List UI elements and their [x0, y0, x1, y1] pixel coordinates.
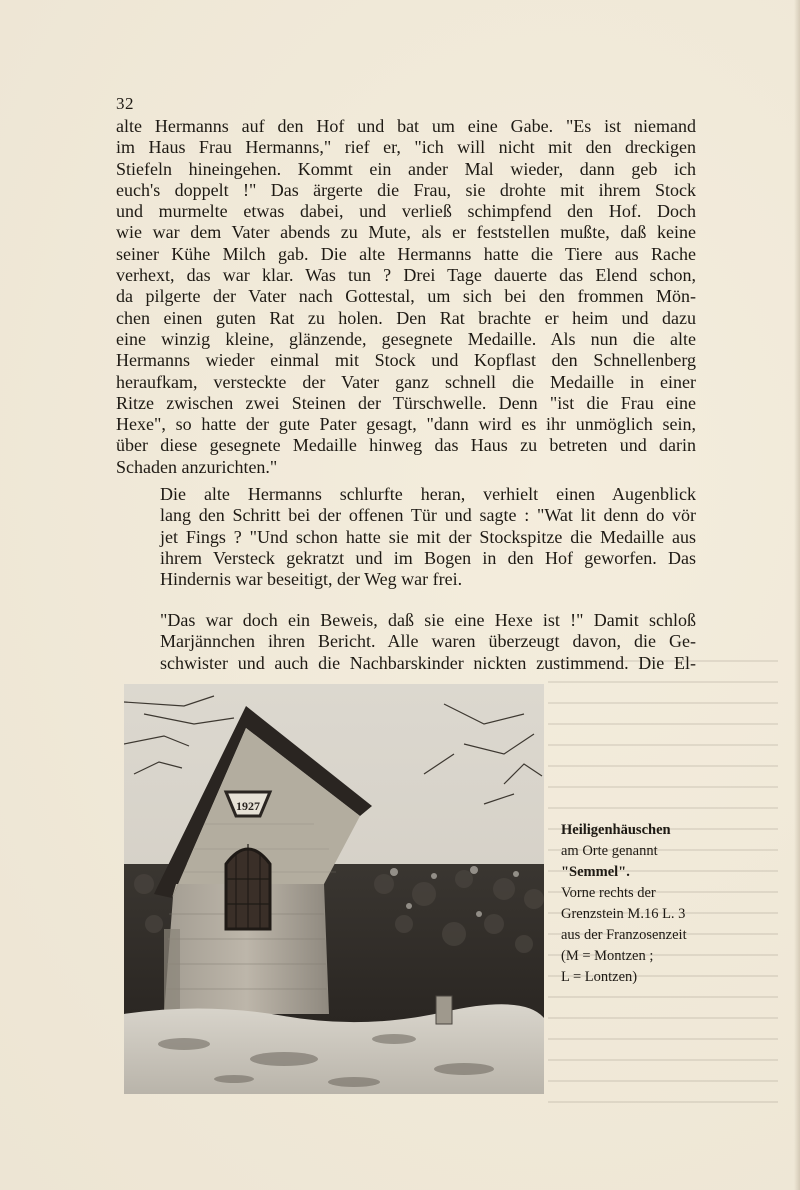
text-line: jet Fings ? "Und schon hatte sie mit der Stockspitze die Medaille aus	[160, 526, 696, 547]
text-line: im Haus Frau Hermanns," rief er, "ich will nicht mit den dreckigen	[116, 137, 696, 158]
text-line: lang den Schritt bei der offenen Tür und sagte : "Wat lit denn do vör	[160, 505, 696, 526]
text-line: "Das war doch ein Beweis, daß sie eine Hexe ist !" Damit schloß	[160, 610, 696, 630]
text-line: über diese gesegnete Medaille hinweg das Haus zu betreten und darin	[116, 435, 696, 456]
text-line: ihrem Versteck gekratzt und im Bogen in den Hof geworfen. Das	[160, 547, 696, 568]
wall-corner-shadow	[164, 929, 180, 1019]
figure-caption	[561, 820, 761, 988]
text-line: heraufkam, versteckte der Vater ganz schnell die Medaille in einer	[116, 371, 696, 392]
caption-line: (M = Montzen ;	[561, 948, 654, 964]
text-line: Hindernis war beseitigt, der Weg war frei.	[160, 569, 463, 590]
text-line: euch's doppelt !" Das ärgerte die Frau, sie drohte mit ihrem Stock	[116, 179, 696, 200]
paragraph-2	[116, 484, 696, 590]
page-edge-shadow	[794, 0, 800, 1190]
caption-line: L = Lontzen)	[561, 969, 638, 985]
text-line: alte Hermanns auf den Hof und bat um eine Gabe. "Es ist niemand	[116, 116, 696, 136]
boundary-stone	[436, 996, 452, 1024]
text-line: Die alte Hermanns schlurfte heran, verhielt einen Augenblick	[160, 484, 696, 504]
caption-line: Grenzstein M.16 L. 3	[561, 906, 686, 922]
text-line: Hexe", so hatte der gute Pater gesagt, "dann wird es ihr unmöglich sein,	[116, 414, 696, 435]
text-line: schwister und auch die Nachbarskinder nickten zustimmend. Die El-	[160, 652, 696, 673]
text-line: seiner Kühe Milch gab. Die alte Hermanns hatte die Tiere aus Rache	[116, 243, 696, 264]
text-line: verhext, das war klar. Was tun ? Drei Tage dauerte das Elend schon,	[116, 265, 696, 286]
text-line: Hermanns wieder einmal mit Stock und Kopflast den Schnellenberg	[116, 350, 696, 371]
caption-line: am Orte genannt	[561, 843, 658, 859]
text-line: Stiefeln hineingehen. Kommt ein ander Mal wieder, dann geb ich	[116, 158, 696, 179]
caption-line: aus der Franzosenzeit	[561, 927, 687, 943]
text-line: Schaden anzurichten."	[116, 456, 278, 477]
date-plate-text: 1927	[236, 799, 260, 813]
text-line: Ritze zwischen zwei Steinen der Türschwelle. Denn "ist die Frau eine	[116, 392, 696, 413]
caption-title: Heiligenhäuschen	[561, 822, 671, 838]
caption-line: "Semmel".	[561, 864, 630, 880]
text-line: und murmelte etwas dabei, und verließ schimpfend den Hof. Doch	[116, 201, 696, 222]
paragraph-1	[116, 116, 696, 478]
text-line: chen einen guten Rat zu holen. Den Rat brachte er heim und dazu	[116, 307, 696, 328]
paragraph-3	[116, 610, 696, 674]
text-line: Marjännchen ihren Bericht. Alle waren überzeugt davon, die Ge-	[160, 631, 696, 652]
text-line: wie war dem Vater abends zu Mute, als er feststellen mußte, daß keine	[116, 222, 696, 243]
page-number: 32	[116, 94, 134, 113]
shrine-photograph	[124, 684, 544, 1094]
shrine-photo-drawing	[124, 684, 544, 1094]
caption-line: Vorne rechts der	[561, 885, 656, 901]
text-line: eine winzig kleine, glänzende, gesegnete Medaille. Als nun die alte	[116, 328, 696, 349]
text-line: da pilgerte der Vater nach Gottestal, um sich bei den frommen Mön-	[116, 286, 696, 307]
